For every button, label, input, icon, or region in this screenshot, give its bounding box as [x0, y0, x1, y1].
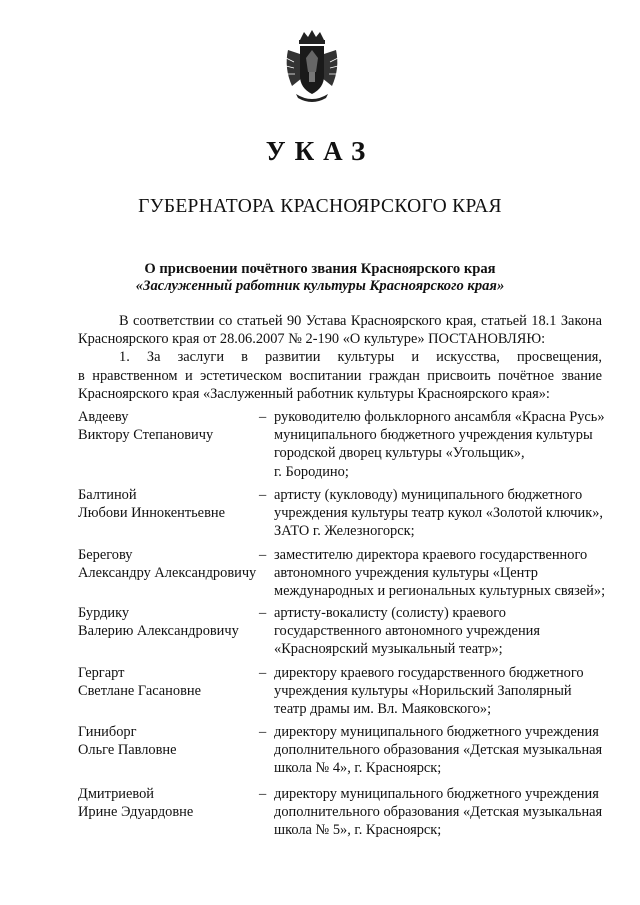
recipient-position: [274, 664, 618, 719]
preamble-line: Красноярского края «Заслуженный работник культуры Красноярского края»:: [78, 385, 550, 402]
recipient-given-names: Светлане Гасановне: [78, 683, 201, 700]
decree-heading-line-1: О присвоении почётного звания Красноярского края: [144, 261, 496, 277]
recipient-given-names: Валерию Александровичу: [78, 623, 239, 640]
recipient-position-line: заместителю директора краевого государственного: [274, 547, 588, 563]
recipient-given-names: Любови Иннокентьевне: [78, 505, 225, 522]
decree-heading-line-2: «Заслуженный работник культуры Красноярского края»: [135, 278, 505, 294]
recipient-name: [78, 664, 256, 700]
recipient-surname: Дмитриевой: [78, 786, 154, 802]
recipient-position-line: артисту-вокалисту (солисту) краевого: [274, 605, 506, 621]
recipient-position-line: муниципального бюджетного учреждения культуры: [274, 427, 593, 444]
recipient-position-line: учреждения культуры театр кукол «Золотой ключик»,: [274, 505, 604, 522]
recipient-position-line: государственного автономного учреждения: [274, 623, 540, 640]
recipient-dash: –: [259, 724, 267, 740]
recipient-position: [274, 546, 618, 601]
recipient-position-line: международных и региональных культурных связей»;: [274, 583, 606, 600]
recipient-position: [274, 604, 618, 659]
recipient-surname: Гиниборг: [78, 724, 137, 740]
recipient-position-line: автономного учреждения культуры «Центр: [274, 565, 539, 582]
document-subtitle: ГУБЕРНАТОРА КРАСНОЯРСКОГО КРАЯ: [138, 196, 502, 217]
preamble: [78, 312, 602, 403]
coat-of-arms-emblem: [282, 28, 342, 106]
recipient-position: [274, 486, 618, 541]
recipient-dash: –: [259, 409, 267, 425]
preamble-line: в нравственном и эстетическом воспитании граждан присвоить почётное звание: [78, 367, 602, 384]
recipient-given-names: Ирине Эдуардовне: [78, 804, 194, 821]
recipient-dash: –: [259, 605, 267, 621]
recipient-name: [78, 546, 256, 582]
recipient-name: [78, 486, 256, 522]
recipient-position-line: руководителю фольклорного ансамбля «Красна Русь»: [274, 409, 605, 425]
recipient-given-names: Александру Александровичу: [78, 565, 257, 582]
recipient-position-line: дополнительного образования «Детская музыкальная: [274, 742, 603, 759]
preamble-line: 1. За заслуги в развитии культуры и искусства, просвещения,: [119, 349, 602, 366]
recipient-position: [274, 408, 618, 481]
recipient-given-names: Виктору Степановичу: [78, 427, 214, 444]
recipient-position-line: артисту (кукловоду) муниципального бюджетного: [274, 487, 583, 503]
recipient-surname: Гергарт: [78, 665, 125, 681]
document-title: УКАЗ: [265, 136, 375, 166]
recipient-name: [78, 785, 256, 821]
recipient-dash: –: [259, 547, 267, 563]
recipient-position-line: г. Бородино;: [274, 463, 349, 480]
recipient-position-line: дополнительного образования «Детская музыкальная: [274, 804, 603, 821]
recipient-name: [78, 408, 256, 444]
recipient-surname: Балтиной: [78, 487, 137, 503]
recipient-position-line: директору муниципального бюджетного учреждения: [274, 786, 599, 802]
recipient-surname: Авдееву: [78, 409, 129, 425]
recipient-dash: –: [259, 487, 267, 503]
preamble-line: Красноярского края от 28.06.2007 № 2-190 «О культуре» ПОСТАНОВЛЯЮ:: [78, 331, 546, 348]
recipient-name: [78, 604, 256, 640]
recipient-position-line: ЗАТО г. Железногорск;: [274, 523, 415, 540]
recipient-position-line: «Красноярский музыкальный театр»;: [274, 641, 503, 658]
recipient-name: [78, 723, 256, 759]
recipient-position-line: учреждения культуры «Норильский Заполярный: [274, 683, 572, 700]
recipient-dash: –: [259, 665, 267, 681]
recipient-surname: Берегову: [78, 547, 133, 563]
recipient-position-line: директору краевого государственного бюджетного: [274, 665, 584, 681]
preamble-line: В соответствии со статьей 90 Устава Красноярского края, статьей 18.1 Закона: [119, 313, 602, 329]
recipient-position-line: школа № 4», г. Красноярск;: [274, 760, 442, 777]
recipient-position: [274, 723, 618, 778]
recipient-position-line: школа № 5», г. Красноярск;: [274, 822, 442, 839]
recipient-position-line: театр драмы им. Вл. Маяковского»;: [274, 701, 492, 718]
recipient-surname: Бурдику: [78, 605, 130, 621]
recipient-given-names: Ольге Павловне: [78, 742, 177, 759]
recipient-position-line: директору муниципального бюджетного учреждения: [274, 724, 599, 740]
recipient-dash: –: [259, 786, 267, 802]
recipient-position: [274, 785, 618, 840]
recipient-position-line: городской дворец культуры «Угольщик»,: [274, 445, 525, 462]
